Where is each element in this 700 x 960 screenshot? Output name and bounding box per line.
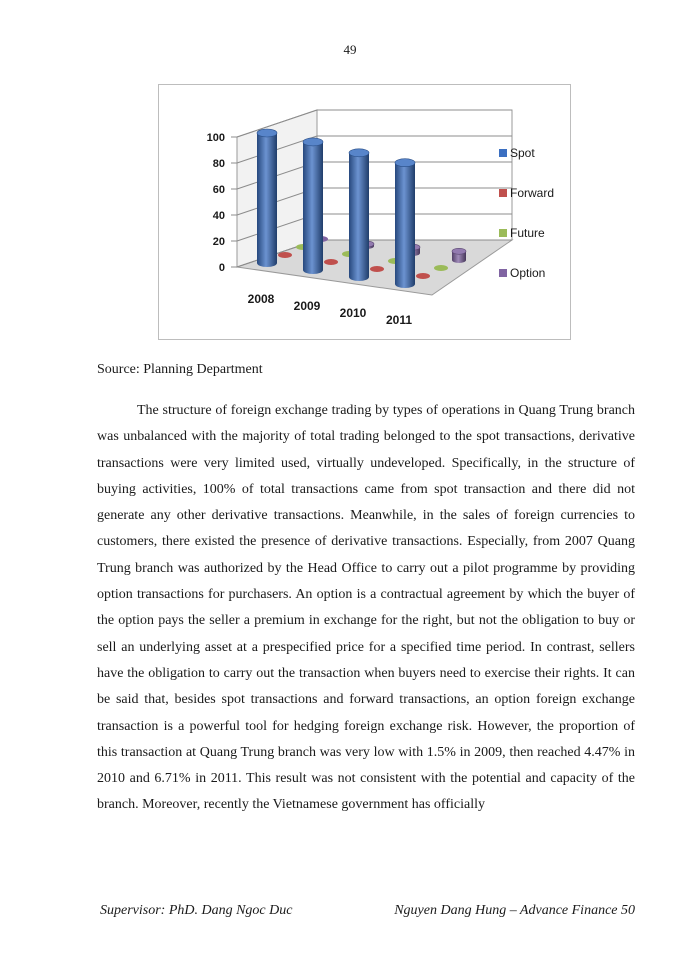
body-paragraph (97, 398, 635, 819)
page-number: 49 (343, 42, 357, 57)
bar-spot-2010 (349, 153, 369, 281)
footer-author: Nguyen Dang Hung – Advance Finance 50 (394, 903, 635, 918)
bar-top-option-2011 (452, 248, 466, 254)
y-tick-label: 20 (212, 236, 225, 248)
chart (158, 84, 571, 340)
bar-forward-2011 (416, 273, 430, 279)
y-tick-label: 100 (206, 132, 225, 144)
legend-label-forward: Forward (510, 186, 555, 200)
bar-forward-2008 (278, 252, 292, 258)
bar-spot-2011 (395, 163, 415, 288)
bar-spot-2009 (303, 142, 323, 274)
bar-top-spot-2010 (349, 149, 369, 157)
bar-forward-2009 (324, 259, 338, 265)
chart-svg (159, 85, 572, 341)
x-tick-label: 2011 (385, 313, 413, 327)
legend-swatch-spot (499, 149, 507, 157)
bar-future-2011 (434, 265, 448, 271)
x-tick-label: 2008 (247, 292, 275, 306)
bar-top-spot-2008 (257, 129, 277, 137)
bar-forward-2010 (370, 266, 384, 272)
bar-spot-2008 (257, 133, 277, 267)
legend-swatch-future (499, 229, 507, 237)
legend-label-future: Future (510, 226, 545, 240)
legend-label-option: Option (510, 266, 546, 280)
y-tick-label: 80 (212, 158, 225, 170)
source-note: Source: Planning Department (97, 362, 263, 377)
x-tick-label: 2010 (339, 306, 367, 320)
footer-supervisor: Supervisor: PhD. Dang Ngoc Duc (100, 903, 293, 918)
legend-swatch-forward (499, 189, 507, 197)
bar-top-spot-2011 (395, 159, 415, 167)
paragraph-text: The structure of foreign exchange trading by types of operations in Quang Trung branch was unbalanced with the majority of total trading belonged to the spot transactions, derivative transactions were very limited used, virtually undeveloped. Specifically, in the structure of buying activities, 100% of total transactions came from spot transaction and there did not generate any other derivative transactions. Meanwhile, in the sales of foreign currencies to customers, there existed the presence of derivative transactions. Especially, from 2007 Quang Trung branch was authorized by the Head Office to carry out a pilot programme by providing option transactions for purchasers. An option is a contractual agreement by which the buyer of the option pays the seller a premium in exchange for the right, but not the obligation to buy or sell an underlying asset at a prespecified price for a specified time period. In contrast, sellers have the obligation to carry out the transaction when buyers need to exercise their rights. It can be said that, besides spot transactions and forward transactions, an option foreign exchange transaction is a powerful tool for hedging foreign exchange risk. However, the proportion of this transaction at Quang Trung branch was very low with 1.5% in 2009, then reached 4.47% in 2010 and 6.71% in 2011. This result was not consistent with the potential and capacity of the branch. Moreover, recently the Vietnamese government has officially (97, 403, 635, 813)
x-tick-label: 2009 (293, 299, 321, 313)
y-tick-label: 40 (212, 210, 225, 222)
legend-label-spot: Spot (510, 146, 535, 160)
y-tick-label: 60 (212, 184, 225, 196)
legend-swatch-option (499, 269, 507, 277)
bar-top-spot-2009 (303, 138, 323, 146)
y-tick-label: 0 (218, 262, 225, 274)
